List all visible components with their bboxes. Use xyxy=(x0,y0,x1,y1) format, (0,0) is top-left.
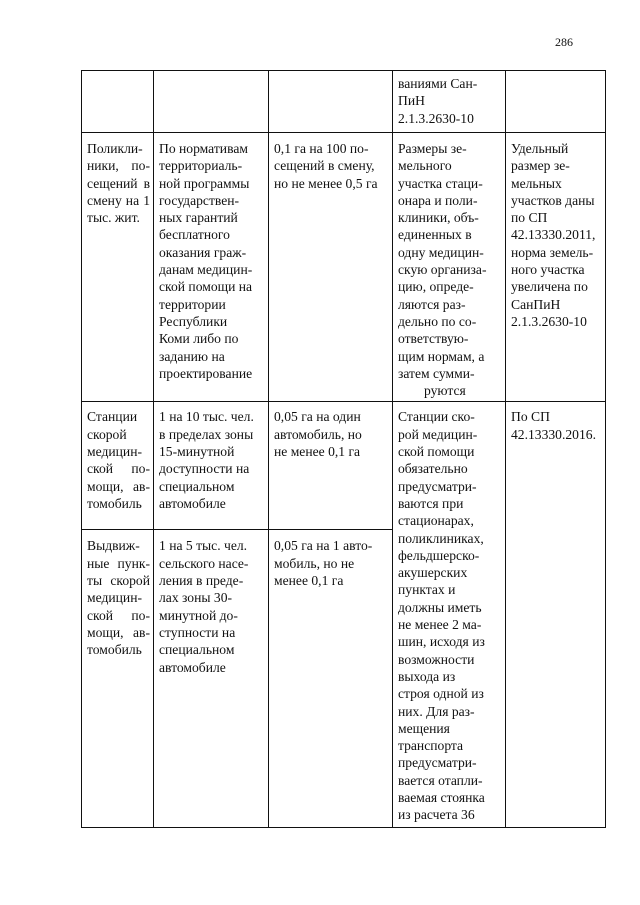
cell-line: ного участка xyxy=(511,262,585,278)
cell-line: автомобиль, но xyxy=(274,426,362,442)
table-cell xyxy=(506,71,606,133)
cell-line: мельного xyxy=(398,158,452,174)
cell-line: автомобиле xyxy=(159,495,226,511)
cell-line: ты скорой xyxy=(87,573,150,589)
cell-line: 2.1.3.2630-10 xyxy=(398,110,474,126)
table-cell xyxy=(393,402,506,828)
table-row xyxy=(82,133,606,402)
cell-line: ной программы xyxy=(159,175,250,191)
page-number: 286 xyxy=(555,35,573,49)
cell-line: 42.13330.2011, xyxy=(511,227,596,243)
cell-line: Коми либо по xyxy=(159,331,239,347)
cell-line: в пределах зоны xyxy=(159,426,254,442)
cell-line: участков даны xyxy=(511,192,595,208)
cell-line: строя одной из xyxy=(398,686,484,702)
table-cell xyxy=(269,530,393,828)
cell-line: тыс. жит. xyxy=(87,210,140,226)
cell-line: мощи, ав- xyxy=(87,478,150,494)
table-row xyxy=(82,402,606,530)
cell-line: государствен- xyxy=(159,192,240,208)
table-cell xyxy=(82,530,154,828)
cell-line: размер зе- xyxy=(511,158,570,174)
cell-line: предусматри- xyxy=(398,755,477,771)
cell-line: специальном xyxy=(159,478,235,494)
table-cell xyxy=(393,71,506,133)
cell-line: поликлиниках, xyxy=(398,530,484,546)
cell-line: ской помощи на xyxy=(159,279,253,295)
cell-line: минутной до- xyxy=(159,607,238,623)
cell-line: Удельный xyxy=(511,141,569,156)
cell-line: ные пунк- xyxy=(87,555,150,571)
cell-line: мещения xyxy=(398,720,450,736)
cell-line: 15-минутной xyxy=(159,444,235,460)
cell-line: не менее 0,1 га xyxy=(274,444,361,460)
cell-line: единенных в xyxy=(398,227,472,243)
cell-line: фельдшерско- xyxy=(398,547,480,563)
table-cell xyxy=(82,71,154,133)
cell-line: Республики xyxy=(159,313,228,329)
cell-line: акушерских xyxy=(398,565,468,581)
table-cell xyxy=(393,133,506,402)
cell-line: По нормативам xyxy=(159,141,248,156)
cell-line: автомобиле xyxy=(159,659,226,675)
cell-line: ступности на xyxy=(159,624,236,640)
table-cell xyxy=(269,133,393,402)
cell-line: скую организа- xyxy=(398,262,487,278)
cell-line: ления в преде- xyxy=(159,573,244,589)
cell-line: томобиль xyxy=(87,495,142,511)
cell-line: территориаль- xyxy=(159,158,243,174)
cell-line: вается отапли- xyxy=(398,772,483,788)
cell-line: томобиль xyxy=(87,642,142,658)
cell-line: ваниями Сан- xyxy=(398,76,478,91)
cell-line: ваются при xyxy=(398,495,464,511)
cell-line: шин, исходя из xyxy=(398,634,485,650)
table-cell xyxy=(269,71,393,133)
cell-line: 0,05 га на 1 авто- xyxy=(274,538,373,554)
cell-line: 2.1.3.2630-10 xyxy=(511,313,587,329)
cell-line: цию, опреде- xyxy=(398,279,474,295)
cell-line: 0,1 га на 100 по- xyxy=(274,141,369,156)
cell-line: данам медицин- xyxy=(159,262,253,278)
table-cell xyxy=(506,133,606,402)
cell-line: сельского насе- xyxy=(159,555,249,571)
cell-line: дельно по со- xyxy=(398,313,477,329)
cell-line: Поликли- xyxy=(87,141,143,156)
cell-line: обязательно xyxy=(398,461,468,477)
cell-line: транспорта xyxy=(398,738,464,754)
cell-line: ПиН xyxy=(398,93,425,109)
table-cell xyxy=(154,71,269,133)
cell-line: оказания граж- xyxy=(159,244,247,260)
norms-table xyxy=(81,70,606,828)
table-row xyxy=(82,71,606,133)
cell-line: ской по- xyxy=(87,607,150,623)
cell-line: ники, по- xyxy=(87,158,150,174)
cell-line: медицин- xyxy=(87,590,142,606)
table-cell xyxy=(506,402,606,828)
cell-line: медицин- xyxy=(87,444,142,460)
table-cell xyxy=(154,530,269,828)
cell-line: них. Для раз- xyxy=(398,703,475,719)
cell-line: участка стаци- xyxy=(398,175,483,191)
cell-line: затем сумми- xyxy=(398,365,475,381)
cell-line: ных гарантий xyxy=(159,210,238,226)
cell-line: скорой xyxy=(87,426,127,442)
cell-line: из расчета 36 xyxy=(398,807,475,823)
cell-line: смену на 1 xyxy=(87,192,150,208)
cell-line: ской по- xyxy=(87,461,150,477)
cell-line: мощи, ав- xyxy=(87,624,150,640)
cell-line: мельных xyxy=(511,175,562,191)
cell-line: 1 на 5 тыс. чел. xyxy=(159,538,248,554)
cell-line: бесплатного xyxy=(159,227,230,243)
cell-line: по СП xyxy=(511,210,548,226)
cell-line: специальном xyxy=(159,642,235,658)
table-cell xyxy=(82,133,154,402)
cell-line: одну медицин- xyxy=(398,244,484,260)
cell-line: увеличена по xyxy=(511,279,588,295)
cell-line: 1 на 10 тыс. чел. xyxy=(159,409,254,425)
cell-line: пунктах и xyxy=(398,582,456,598)
cell-line: рой медицин- xyxy=(398,426,478,442)
table-cell xyxy=(82,402,154,530)
cell-line: Станции xyxy=(87,409,138,425)
cell-line: территории xyxy=(159,296,226,312)
cell-line: предусматри- xyxy=(398,478,477,494)
cell-line: ваемая стоянка xyxy=(398,789,485,805)
cell-line: но не менее 0,5 га xyxy=(274,175,378,191)
cell-line: не менее 2 ма- xyxy=(398,617,482,633)
cell-line: менее 0,1 га xyxy=(274,573,344,589)
table-cell xyxy=(269,402,393,530)
cell-line: По СП xyxy=(511,409,550,425)
cell-line: щим нормам, а xyxy=(398,348,485,364)
cell-line: онара и поли- xyxy=(398,192,478,208)
cell-line: Выдвиж- xyxy=(87,538,140,554)
cell-line: СанПиН xyxy=(511,296,561,312)
cell-line: стационарах, xyxy=(398,513,474,529)
cell-line: Размеры зе- xyxy=(398,141,467,156)
cell-line: ответствую- xyxy=(398,331,469,347)
cell-line: мобиль, но не xyxy=(274,555,355,571)
cell-line: проектирование xyxy=(159,365,253,381)
cell-line: сещений в смену, xyxy=(274,158,375,174)
table-cell xyxy=(154,133,269,402)
cell-line: выхода из xyxy=(398,668,456,684)
cell-line: возможности xyxy=(398,651,475,667)
cell-line: доступности на xyxy=(159,461,250,477)
table-cell xyxy=(154,402,269,530)
cell-line: сещений в xyxy=(87,175,150,191)
cell-line: ляются раз- xyxy=(398,296,466,312)
cell-line: норма земель- xyxy=(511,244,594,260)
cell-line: 42.13330.2016. xyxy=(511,426,596,442)
cell-line: заданию на xyxy=(159,348,225,364)
cell-line: руются xyxy=(424,383,466,399)
cell-line: клиники, объ- xyxy=(398,210,479,226)
cell-line: Станции ско- xyxy=(398,409,475,425)
cell-line: 0,05 га на один xyxy=(274,409,361,425)
cell-line: лах зоны 30- xyxy=(159,590,233,606)
cell-line: должны иметь xyxy=(398,599,482,615)
cell-line: ской помощи xyxy=(398,444,475,460)
